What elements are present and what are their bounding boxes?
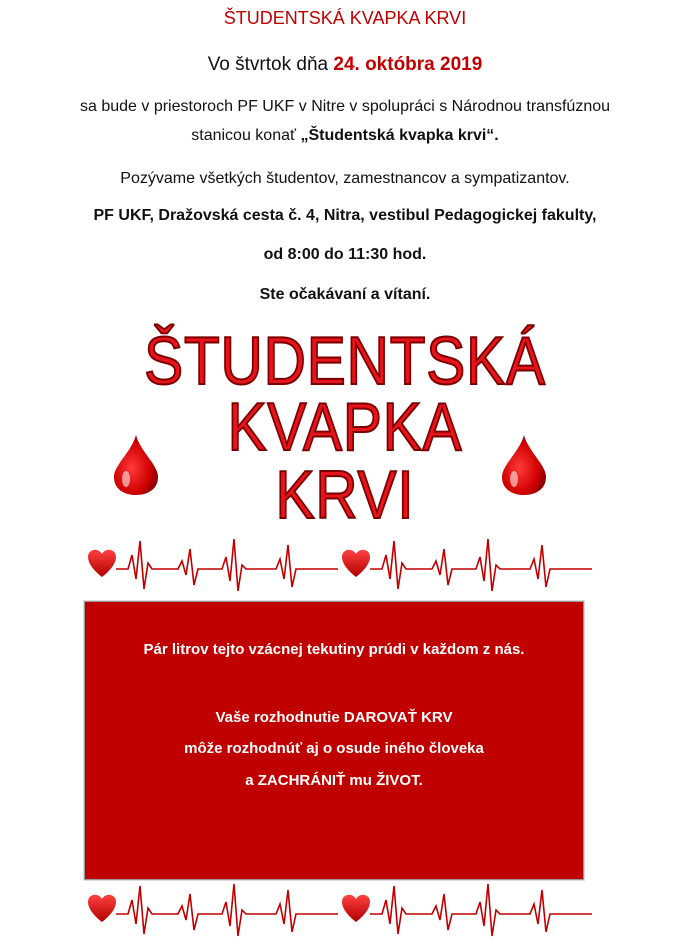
welcome-text: Ste očakávaní a vítaní. bbox=[259, 286, 431, 303]
event-name: „Študentská kvapka krvi“. bbox=[300, 127, 499, 144]
intro-line-2-prefix: stanicou konať bbox=[191, 127, 296, 144]
blood-drop-left-icon bbox=[112, 433, 160, 497]
event-date bbox=[0, 54, 690, 76]
heartbeat-line-bottom-icon bbox=[80, 880, 600, 940]
logo-word-kvapka: KVAPKA bbox=[227, 389, 463, 465]
intro-line-2 bbox=[0, 127, 690, 145]
message-box bbox=[84, 601, 584, 880]
intro-line-1: sa bude v priestoroch PF UKF v Nitre v spolupráci s Národnou transfúznou bbox=[79, 98, 611, 115]
message-line-2: Vaše rozhodnutie DAROVAŤ KRV bbox=[215, 709, 453, 726]
invitation-text: Pozývame všetkých študentov, zamestnancov a sympatizantov. bbox=[120, 170, 570, 187]
date-prefix: Vo štvrtok dňa bbox=[207, 54, 329, 75]
date-value: 24. októbra 2019 bbox=[333, 54, 483, 75]
heartbeat-line-top-icon bbox=[80, 535, 600, 595]
page-title: ŠTUDENTSKÁ KVAPKA KRVI bbox=[223, 8, 467, 28]
time-text: od 8:00 do 11:30 hod. bbox=[263, 246, 427, 263]
message-line-1: Pár litrov tejto vzácnej tekutiny prúdi v každom z nás. bbox=[143, 641, 525, 658]
message-line-4: a ZACHRÁNIŤ mu ŽIVOT. bbox=[245, 772, 423, 789]
logo-word-studentska: ŠTUDENTSKÁ bbox=[144, 323, 546, 399]
logo-word-krvi: KRVI bbox=[275, 457, 415, 533]
message-line-3: môže rozhodnúť aj o osude iného človeka bbox=[184, 740, 484, 757]
blood-drop-right-icon bbox=[500, 433, 548, 497]
location-text: PF UKF, Dražovská cesta č. 4, Nitra, vestibul Pedagogickej fakulty, bbox=[93, 207, 597, 224]
